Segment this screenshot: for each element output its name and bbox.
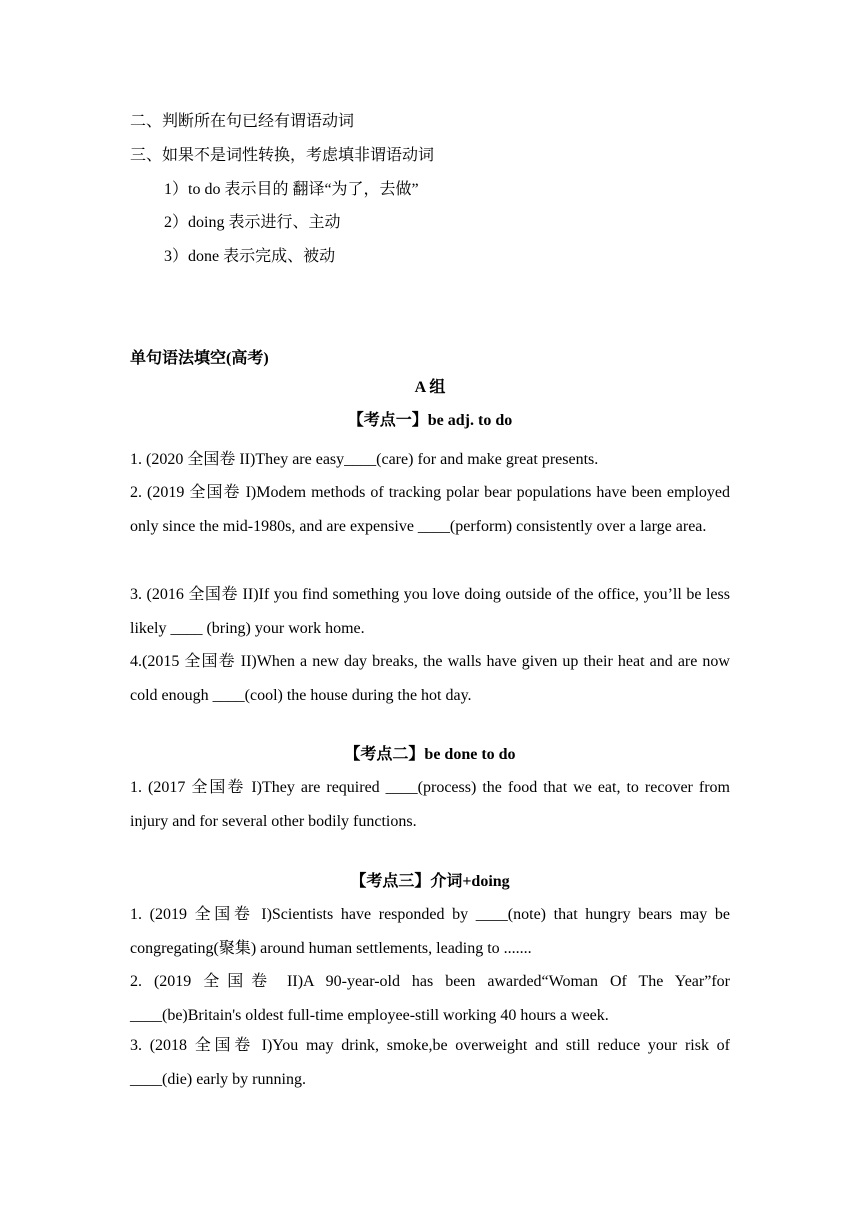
kaodian1-item-2: 2. (2019 全国卷 I)Modem methods of tracking polar bear populations have been employed only since the mid-1980s, and are expensive ____(perform) consistently over a large area. [130,484,730,535]
kaodian1-item-1: 1. (2020 全国卷 II)They are easy____(care) for and make great presents. [130,451,599,468]
kaodian2-heading: 【考点二】be done to do [344,746,516,763]
kaodian2-item-1: 1. (2017 全国卷 I)They are required ____(process) the food that we eat, to recover from injury and for several other bodily functions. [130,779,730,830]
rule-sub-3: 3）done 表示完成、被动 [164,248,336,265]
kaodian3-item-2: 2. (2019 全国卷 II)A 90-year-old has been awarded“Woman Of The Year”for ____(be)Britain's oldest full-time employee-still working 40 hours a week. [130,973,730,1024]
kaodian3-item-3: 3. (2018 全国卷 I)You may drink, smoke,be overweight and still reduce your risk of ____(die) early by running. [130,1037,730,1088]
kaodian1-item-3: 3. (2016 全国卷 II)If you find something you love doing outside of the office, you’ll be less likely ____ (bring) your work home. [130,586,730,637]
kaodian1-heading: 【考点一】be adj. to do [347,412,513,429]
section-title: 单句语法填空(高考) [130,350,269,367]
rule-line-2: 二、判断所在句已经有谓语动词 [130,113,355,130]
rule-sub-2: 2）doing 表示进行、主动 [164,214,341,231]
kaodian1-item-4: 4.(2015 全国卷 II)When a new day breaks, the walls have given up their heat and are now cold enough ____(cool) the house during the hot day. [130,653,730,704]
group-label: A 组 [414,379,446,396]
rule-sub-1: 1）to do 表示目的 翻译“为了，去做” [164,181,419,198]
kaodian3-heading: 【考点三】介词+doing [350,873,510,890]
kaodian3-item-1: 1. (2019 全国卷 I)Scientists have responded by ____(note) that hungry bears may be congregating(聚集) around human settlements, leading to ....... [130,906,730,957]
rule-line-3: 三、如果不是词性转换，考虑填非谓语动词 [130,147,435,164]
